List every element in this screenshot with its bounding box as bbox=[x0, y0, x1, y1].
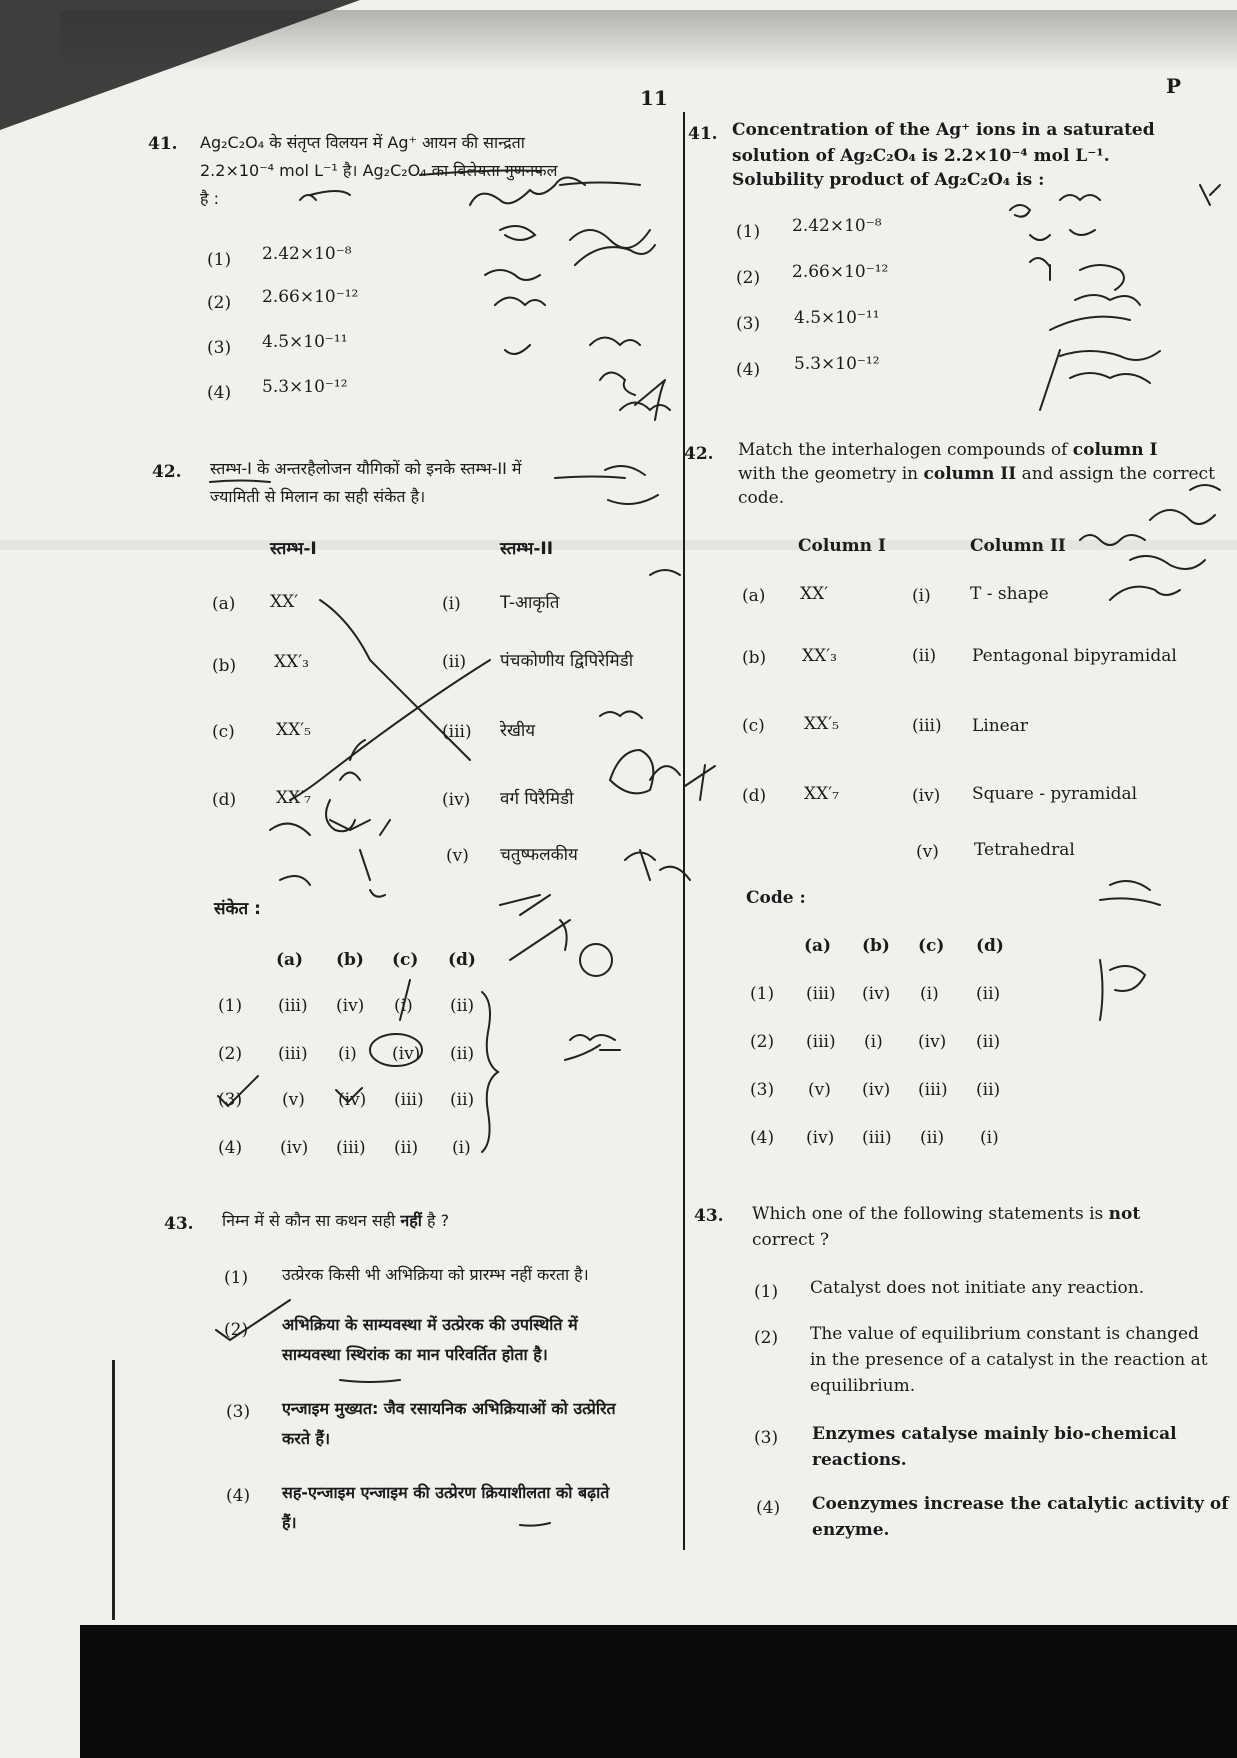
option-text: The value of equilibrium constant is changed bbox=[810, 1324, 1199, 1344]
option-label: (2) bbox=[224, 1320, 249, 1340]
option-label: (4) bbox=[750, 1128, 775, 1148]
match-label: (v) bbox=[446, 846, 469, 866]
underline bbox=[340, 1380, 400, 1382]
code-cell: (iii) bbox=[806, 984, 836, 1004]
scribble-mark bbox=[360, 820, 390, 880]
scribble-mark bbox=[610, 750, 653, 793]
option-label: (1) bbox=[224, 1268, 249, 1288]
question-number: 42. bbox=[152, 462, 182, 482]
code-header: (c) bbox=[918, 936, 945, 956]
match-label: (c) bbox=[212, 722, 235, 742]
question-stem bbox=[738, 462, 1215, 487]
code-cell: (v) bbox=[808, 1080, 831, 1100]
question-stem-line: स्तम्भ-I के अन्तरहैलोजन यौगिकों को इनके स्तम्भ-II में bbox=[210, 459, 522, 478]
stem-emphasis: column II bbox=[923, 464, 1017, 484]
scribble-mark bbox=[1150, 510, 1215, 524]
code-cell: (i) bbox=[864, 1032, 883, 1052]
question-number: 42. bbox=[684, 444, 714, 464]
match-label: (iii) bbox=[442, 722, 472, 742]
match-label: (iii) bbox=[912, 716, 942, 736]
match-item: XX′₇ bbox=[276, 788, 311, 808]
column-header: स्तम्भ-I bbox=[270, 539, 317, 559]
match-label: (b) bbox=[212, 656, 237, 676]
code-cell: (ii) bbox=[450, 996, 475, 1016]
scribble-mark bbox=[608, 495, 658, 504]
match-label: (iv) bbox=[912, 786, 941, 806]
scribble-mark bbox=[1070, 373, 1150, 383]
page-code: P bbox=[1166, 74, 1182, 98]
stem-emphasis: नहीं bbox=[400, 1211, 422, 1230]
code-cell: (iii) bbox=[278, 1044, 308, 1064]
code-cell: (iii) bbox=[806, 1032, 836, 1052]
option-text: Catalyst does not initiate any reaction. bbox=[810, 1278, 1145, 1298]
match-item: Square - pyramidal bbox=[972, 784, 1138, 804]
code-cell: (ii) bbox=[450, 1090, 475, 1110]
stem-text: है ? bbox=[421, 1211, 450, 1230]
option-value: 2.42×10⁻⁸ bbox=[262, 244, 352, 264]
question-stem-line: 2.2×10⁻⁴ mol L⁻¹ है। Ag₂C₂O₄ का विलेयता गुणनफल bbox=[200, 161, 558, 180]
code-cell: (i) bbox=[338, 1044, 357, 1064]
scribble-mark bbox=[1030, 258, 1050, 280]
option-label: (2) bbox=[754, 1328, 779, 1348]
code-cell: (ii) bbox=[450, 1044, 475, 1064]
match-label: (d) bbox=[212, 790, 237, 810]
option-label: (1) bbox=[750, 984, 775, 1004]
question-stem-line: है : bbox=[200, 189, 219, 208]
scribble-mark bbox=[270, 820, 370, 835]
match-item: XX′₇ bbox=[804, 784, 839, 804]
option-label: (2) bbox=[736, 268, 761, 288]
scribble-mark bbox=[1030, 230, 1095, 240]
scribble-mark bbox=[1040, 350, 1160, 410]
match-item: Tetrahedral bbox=[974, 840, 1075, 860]
code-cell: (ii) bbox=[976, 1032, 1001, 1052]
code-cell: (iv) bbox=[862, 984, 891, 1004]
page-number: 11 bbox=[640, 86, 668, 110]
match-label: (i) bbox=[912, 586, 931, 606]
underline bbox=[555, 477, 625, 479]
question-stem-line: solution of Ag₂C₂O₄ is 2.2×10⁻⁴ mol L⁻¹. bbox=[732, 146, 1110, 166]
code-cell: (iv) bbox=[806, 1128, 835, 1148]
question-stem-line: correct ? bbox=[752, 1230, 829, 1250]
option-label: (2) bbox=[207, 293, 232, 313]
code-cell: (iii) bbox=[862, 1128, 892, 1148]
underline bbox=[310, 191, 350, 195]
match-item: Linear bbox=[972, 716, 1028, 736]
scribble-mark bbox=[500, 226, 535, 240]
scribble-mark bbox=[650, 570, 680, 575]
match-label: (b) bbox=[742, 648, 767, 668]
match-item: T-आकृति bbox=[500, 593, 560, 613]
match-item: रेखीय bbox=[500, 721, 536, 741]
scribble-mark bbox=[1100, 881, 1160, 905]
option-text: सह-एन्जाइम एन्जाइम की उत्प्रेरण क्रियाशीलता को बढ़ाते bbox=[282, 1483, 610, 1502]
question-number: 43. bbox=[164, 1214, 194, 1234]
code-header: (d) bbox=[448, 950, 476, 970]
stem-text: निम्न में से कौन सा कथन सही bbox=[222, 1211, 401, 1230]
code-header: (c) bbox=[392, 950, 419, 970]
option-label: (3) bbox=[754, 1428, 779, 1448]
option-value: 2.42×10⁻⁸ bbox=[792, 216, 882, 236]
option-text: हैं। bbox=[282, 1513, 297, 1532]
question-stem-line: code. bbox=[738, 488, 785, 508]
code-label: Code : bbox=[746, 888, 806, 908]
option-label: (4) bbox=[207, 383, 232, 403]
match-item: Pentagonal bipyramidal bbox=[972, 646, 1177, 666]
option-value: 5.3×10⁻¹² bbox=[262, 377, 348, 397]
code-cell: (iii) bbox=[918, 1080, 948, 1100]
code-cell: (iv) bbox=[336, 996, 365, 1016]
scribble-mark bbox=[1080, 265, 1124, 290]
underline bbox=[560, 183, 640, 186]
match-label: (ii) bbox=[912, 646, 937, 666]
scribble-mark bbox=[326, 800, 355, 831]
scribble-mark bbox=[500, 895, 550, 915]
code-cell: (i) bbox=[920, 984, 939, 1004]
option-label: (1) bbox=[218, 996, 243, 1016]
option-label: (2) bbox=[218, 1044, 243, 1064]
option-text: Enzymes catalyse mainly bio-chemical bbox=[812, 1424, 1177, 1444]
option-label: (4) bbox=[226, 1486, 251, 1506]
match-label: (a) bbox=[212, 594, 236, 614]
option-text: enzyme. bbox=[812, 1520, 890, 1540]
scribble-mark bbox=[280, 876, 385, 897]
match-label: (i) bbox=[442, 594, 461, 614]
code-header: (a) bbox=[276, 950, 304, 970]
option-label: (1) bbox=[207, 250, 232, 270]
option-value: 4.5×10⁻¹¹ bbox=[794, 308, 880, 328]
code-cell: (i) bbox=[980, 1128, 999, 1148]
stem-text: Which one of the following statements is bbox=[752, 1204, 1109, 1224]
option-label: (2) bbox=[750, 1032, 775, 1052]
brace bbox=[482, 992, 498, 1152]
scribble-mark bbox=[625, 850, 655, 880]
code-cell: (v) bbox=[282, 1090, 305, 1110]
scribble-mark bbox=[520, 1523, 550, 1526]
code-label: संकेत : bbox=[214, 899, 261, 919]
code-header: (a) bbox=[804, 936, 832, 956]
match-item: XX′ bbox=[800, 584, 829, 604]
option-label: (3) bbox=[218, 1090, 243, 1110]
match-label: (iv) bbox=[442, 790, 471, 810]
scribble-mark bbox=[1075, 295, 1140, 305]
question-stem bbox=[222, 1208, 449, 1234]
code-header: (b) bbox=[336, 950, 364, 970]
option-label: (4) bbox=[756, 1498, 781, 1518]
code-cell: (i) bbox=[452, 1138, 471, 1158]
option-text: करते हैं। bbox=[282, 1429, 331, 1448]
scribble-mark bbox=[650, 766, 680, 780]
scribble-mark bbox=[620, 403, 670, 411]
scribble-mark bbox=[575, 245, 655, 265]
scan-left-edge bbox=[112, 1360, 115, 1620]
question-stem bbox=[752, 1202, 1140, 1227]
column-header: Column II bbox=[970, 536, 1066, 556]
match-label: (d) bbox=[742, 786, 767, 806]
scribble-mark bbox=[495, 298, 545, 306]
option-label: (3) bbox=[207, 338, 232, 358]
option-value: 2.66×10⁻¹² bbox=[262, 287, 359, 307]
match-label: (ii) bbox=[442, 652, 467, 672]
scribble-mark bbox=[635, 380, 665, 420]
code-cell: (ii) bbox=[976, 984, 1001, 1004]
scribble-mark bbox=[1200, 185, 1220, 205]
stem-text: and assign the correct bbox=[1016, 464, 1215, 484]
column-header: Column I bbox=[798, 536, 886, 556]
option-text: साम्यवस्था स्थिरांक का मान परिवर्तित होता है। bbox=[282, 1345, 548, 1364]
scribble-mark bbox=[565, 1035, 620, 1060]
question-stem-line: Solubility product of Ag₂C₂O₄ is : bbox=[732, 170, 1045, 190]
match-item: पंचकोणीय द्विपिरेमिडी bbox=[500, 651, 634, 671]
scribble-mark bbox=[570, 230, 650, 248]
scribble-mark bbox=[300, 195, 316, 200]
scribble-mark bbox=[1100, 960, 1145, 1020]
question-stem bbox=[738, 438, 1158, 463]
code-cell: (ii) bbox=[920, 1128, 945, 1148]
code-cell: (iv) bbox=[918, 1032, 947, 1052]
option-label: (3) bbox=[750, 1080, 775, 1100]
scribble-mark bbox=[1060, 195, 1100, 200]
scribble-mark bbox=[660, 867, 690, 880]
option-text: उत्प्रेरक किसी भी अभिक्रिया को प्रारम्भ नहीं करता है। bbox=[282, 1265, 589, 1284]
code-cell: (iii) bbox=[336, 1138, 366, 1158]
option-value: 2.66×10⁻¹² bbox=[792, 262, 889, 282]
scan-bottom-bar bbox=[80, 1625, 1237, 1758]
code-cell: (iv) bbox=[338, 1090, 367, 1110]
option-text: एन्जाइम मुख्यत: जैव रसायनिक अभिक्रियाओं को उत्प्रेरित bbox=[282, 1399, 616, 1418]
match-label: (v) bbox=[916, 842, 939, 862]
code-cell: (ii) bbox=[394, 1138, 419, 1158]
scribble-mark bbox=[510, 920, 570, 960]
code-cell: (iv) bbox=[862, 1080, 891, 1100]
option-label: (3) bbox=[736, 314, 761, 334]
code-cell: (iii) bbox=[278, 996, 308, 1016]
option-label: (3) bbox=[226, 1402, 251, 1422]
option-value: 4.5×10⁻¹¹ bbox=[262, 332, 348, 352]
option-text: अभिक्रिया के साम्यवस्था में उत्प्रेरक की उपस्थिति में bbox=[282, 1315, 578, 1334]
question-number: 41. bbox=[688, 124, 718, 144]
stem-text: with the geometry in bbox=[738, 464, 924, 484]
question-number: 41. bbox=[148, 134, 178, 154]
code-cell: (i) bbox=[394, 996, 413, 1016]
stem-emphasis: not bbox=[1108, 1204, 1141, 1224]
code-header: (d) bbox=[976, 936, 1004, 956]
stem-text: Match the interhalogen compounds of bbox=[738, 440, 1073, 460]
match-item: XX′₃ bbox=[802, 646, 837, 666]
code-cell: (iv) bbox=[392, 1044, 421, 1064]
option-label: (1) bbox=[736, 222, 761, 242]
match-item: XX′ bbox=[270, 592, 299, 612]
scribble-mark bbox=[505, 345, 530, 354]
match-item: XX′₅ bbox=[276, 720, 311, 740]
match-label: (c) bbox=[742, 716, 765, 736]
code-cell: (iv) bbox=[280, 1138, 309, 1158]
match-item: चतुष्फलकीय bbox=[500, 845, 578, 865]
question-number: 43. bbox=[694, 1206, 724, 1226]
match-item: XX′₃ bbox=[274, 652, 309, 672]
question-stem-line: Ag₂C₂O₄ के संतृप्त विलयन में Ag⁺ आयन की सान्द्रता bbox=[200, 133, 525, 152]
scribble-mark bbox=[1130, 556, 1205, 569]
scribble-mark bbox=[1050, 317, 1130, 330]
scribble-mark bbox=[1010, 205, 1030, 217]
option-text: Coenzymes increase the catalytic activity of bbox=[812, 1494, 1229, 1514]
scribble-mark bbox=[600, 711, 642, 718]
option-text: in the presence of a catalyst in the reaction at bbox=[810, 1350, 1208, 1370]
code-cell: (iii) bbox=[394, 1090, 424, 1110]
scribble-mark bbox=[485, 270, 540, 280]
scribble-mark bbox=[600, 373, 635, 396]
scribble-mark bbox=[580, 944, 612, 976]
scribble-mark bbox=[1110, 587, 1180, 600]
column-header: स्तम्भ-II bbox=[500, 539, 554, 559]
match-label: (a) bbox=[742, 586, 766, 606]
column-divider bbox=[683, 112, 685, 1550]
stem-emphasis: column I bbox=[1072, 440, 1158, 460]
match-item: वर्ग पिरैमिडी bbox=[500, 789, 574, 809]
code-cell: (ii) bbox=[976, 1080, 1001, 1100]
option-label: (4) bbox=[736, 360, 761, 380]
scribble-mark bbox=[340, 740, 365, 780]
question-stem-line: Concentration of the Ag⁺ ions in a saturated bbox=[732, 120, 1155, 140]
scribble-mark bbox=[605, 466, 645, 475]
option-value: 5.3×10⁻¹² bbox=[794, 354, 880, 374]
match-item: T - shape bbox=[970, 584, 1049, 604]
option-text: reactions. bbox=[812, 1450, 907, 1470]
question-stem-line: ज्यामिती से मिलान का सही संकेत है। bbox=[210, 487, 426, 506]
option-text: equilibrium. bbox=[810, 1376, 916, 1396]
match-item: XX′₅ bbox=[804, 714, 839, 734]
scan-corner-shadow bbox=[0, 0, 360, 130]
option-label: (4) bbox=[218, 1138, 243, 1158]
scribble-mark bbox=[590, 338, 640, 346]
code-header: (b) bbox=[862, 936, 890, 956]
option-label: (1) bbox=[754, 1282, 779, 1302]
scribble-mark bbox=[685, 765, 715, 800]
